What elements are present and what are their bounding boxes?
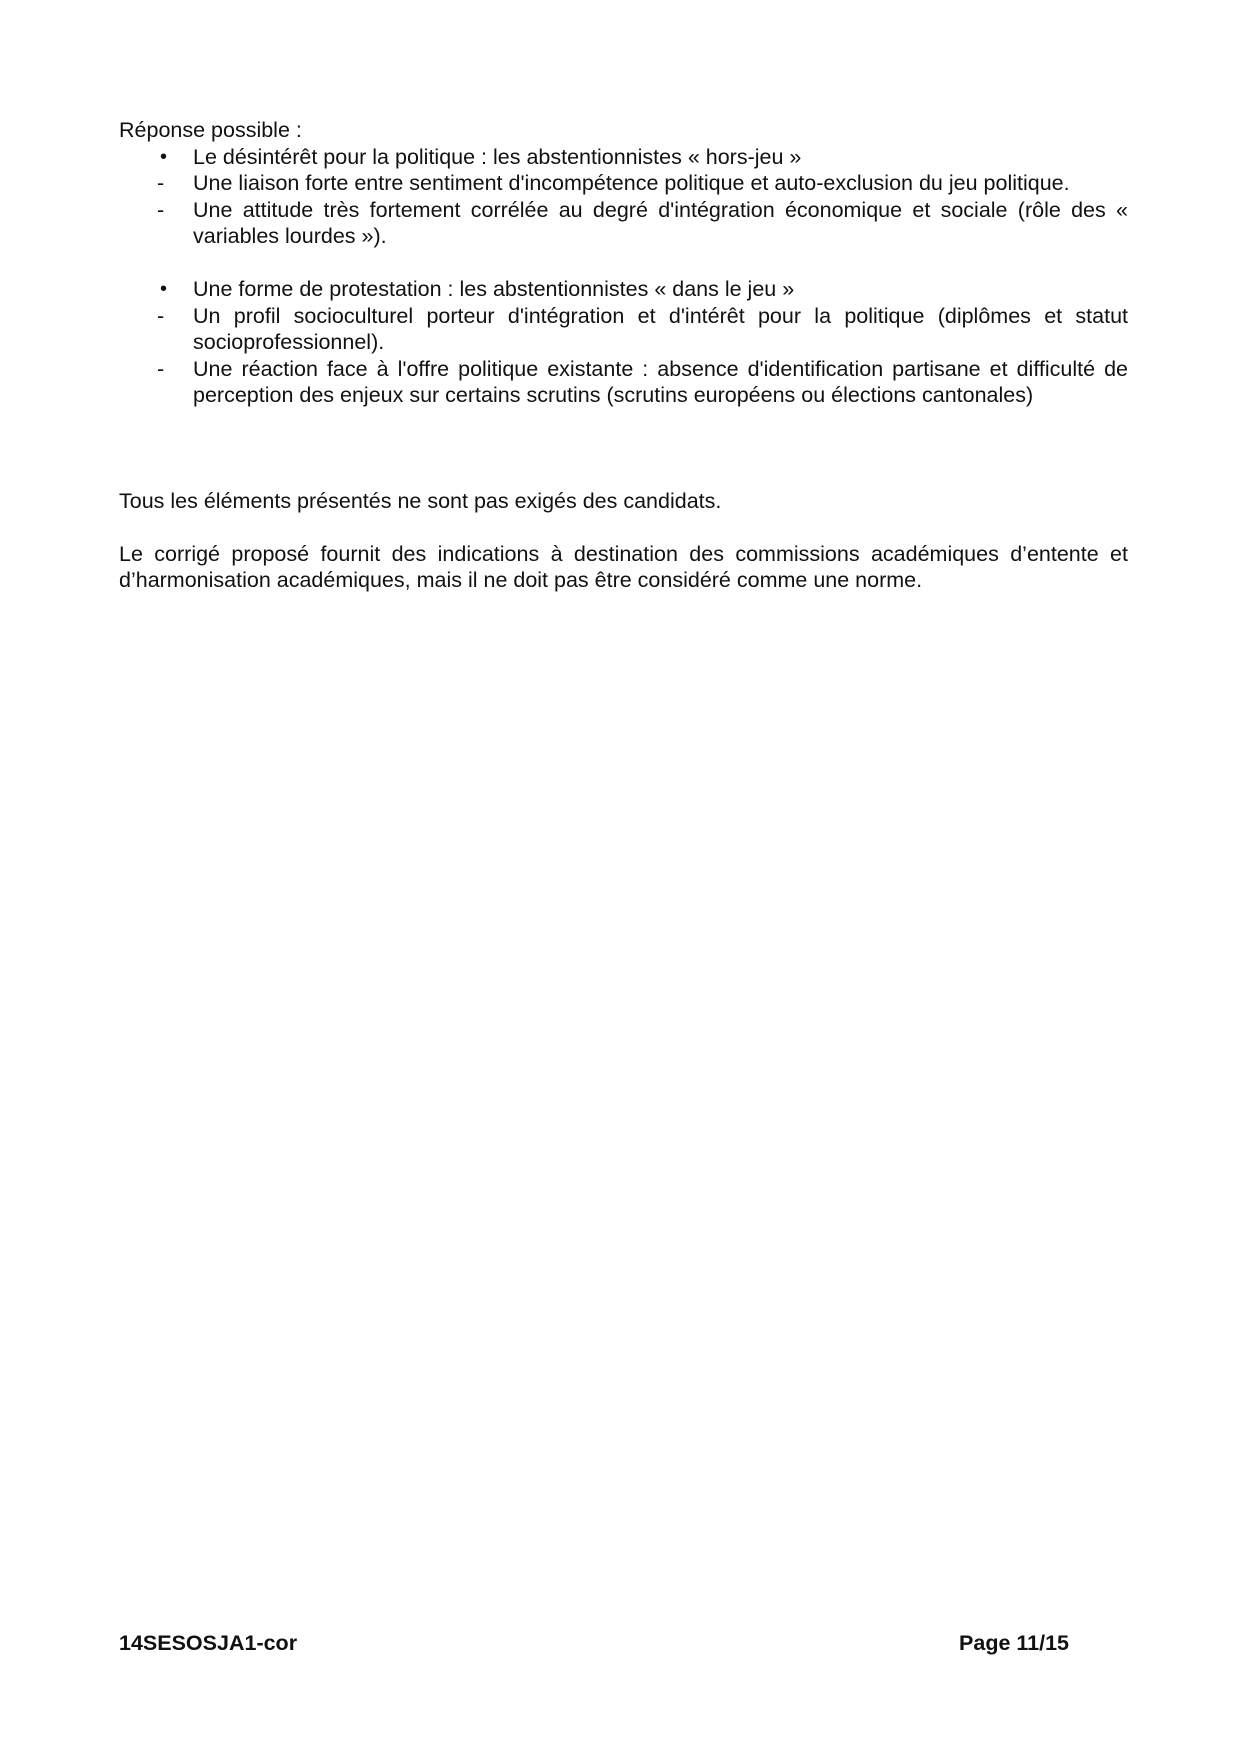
bullet-item	[119, 144, 1128, 171]
note-paragraph: Tous les éléments présentés ne sont pas exigés des candidats.	[119, 488, 722, 513]
dash-text: Une réaction face à l'offre politique existante : absence d'identification partisane et difficulté de perception des enjeux sur certains scrutins (scrutins européens ou élections cantonales)	[193, 356, 1128, 407]
dash-item	[119, 170, 1128, 197]
page-content	[119, 117, 1128, 594]
spacer	[119, 514, 1128, 541]
dash-item	[119, 197, 1128, 250]
dash-marker: -	[157, 356, 165, 381]
dash-text: Une liaison forte entre sentiment d'incompétence politique et auto-exclusion du jeu politique.	[193, 171, 1070, 195]
dash-text: Une attitude très fortement corrélée au degré d'intégration économique et sociale (rôle des « variables lourdes »).	[193, 197, 1128, 248]
bullet-text: Le désintérêt pour la politique : les abstentionnistes « hors-jeu »	[193, 144, 802, 169]
note-paragraph: Le corrigé proposé fournit des indications à destination des commissions académiques d’entente et d’harmonisation académiques, mais il ne doit pas être considéré comme une norme.	[119, 541, 1128, 592]
document-code: 14SESOSJA1-cor	[119, 1631, 298, 1655]
dash-marker: -	[157, 197, 165, 222]
dash-item	[119, 356, 1128, 409]
bullet-text: Une forme de protestation : les abstentionnistes « dans le jeu »	[193, 277, 795, 301]
dash-item	[119, 303, 1128, 356]
intro-heading: Réponse possible :	[119, 118, 302, 142]
dash-marker: -	[157, 303, 165, 328]
spacer	[119, 250, 1128, 277]
bullet-marker: •	[160, 145, 168, 168]
bullet-marker: •	[160, 278, 168, 300]
spacer	[119, 409, 1128, 488]
dash-marker: -	[157, 171, 165, 195]
dash-text: Un profil socioculturel porteur d'intégration et d'intérêt pour la politique (diplômes et statut socioprofessionnel).	[193, 303, 1128, 354]
bullet-item	[119, 276, 1128, 303]
page-number: Page 11/15	[959, 1631, 1069, 1655]
